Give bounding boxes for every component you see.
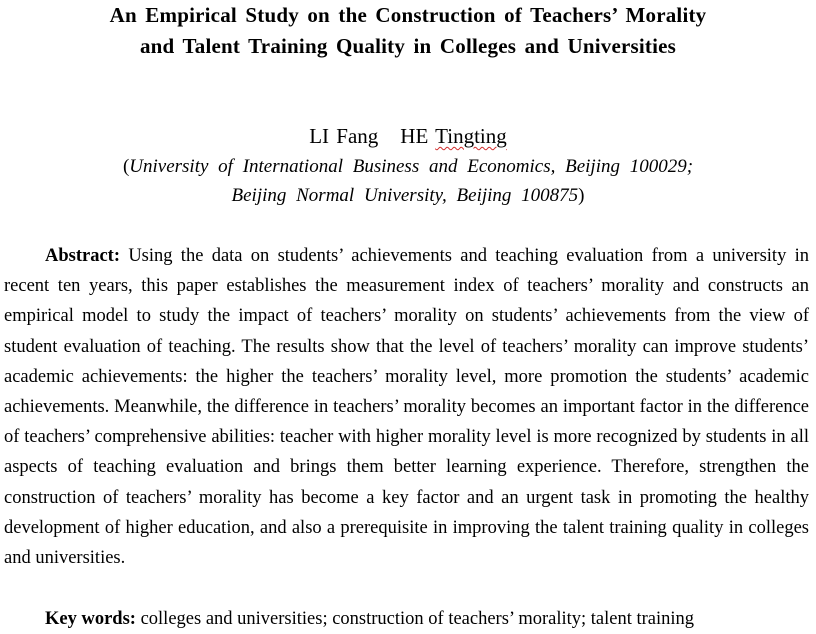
affiliation-open-paren: ( xyxy=(122,156,130,177)
author-given-name: HE xyxy=(400,124,429,148)
affiliation-line-2 xyxy=(0,181,816,210)
affiliation-text-2: Beijing Normal University, Beijing 100875 xyxy=(231,185,579,206)
keywords-line xyxy=(45,604,805,634)
paper-title-line-2: and Talent Training Quality in Colleges and Universities xyxy=(139,34,677,58)
abstract-label: Abstract: xyxy=(45,246,121,266)
paper-title-line-1: An Empirical Study on the Construction of Teachers’ Morality xyxy=(109,3,707,27)
author-family-name: Tingting xyxy=(435,124,507,148)
author-list xyxy=(0,122,816,150)
affiliation-close-paren: ) xyxy=(578,185,585,206)
abstract-paragraph xyxy=(4,241,809,573)
abstract-body: Using the data on students’ achievements and teaching evaluation from a university in recent ten years, this paper establishes the measurement index of teachers’ morality and constructs an empirical model to study the impact of teachers’ morality on students’ achievements from the view of student evaluation of teaching. The results show that the level of teachers’ morality can improve students’ academic achievements: the higher the teachers’ morality level, more promotion the students’ academic achievements. Meanwhile, the difference in teachers’ morality becomes an important factor in the difference of teachers’ comprehensive abilities: teacher with higher morality level is more recognized by students in all aspects of teaching evaluation and brings them better learning experience. Therefore, strengthen the construction of teachers’ morality has become a key factor and an urgent task in promoting the healthy development of higher education, and also a prerequisite in improving the talent training quality in colleges and universities. xyxy=(4,246,809,569)
keywords-body: colleges and universities; construction of teachers’ morality; talent training xyxy=(140,609,695,629)
author-name: LI Fang xyxy=(309,124,379,148)
affiliation-text-1: University of International Business and Economics, Beijing 100029; xyxy=(129,156,694,177)
affiliation-line-1 xyxy=(0,152,816,181)
keywords-label: Key words: xyxy=(45,609,136,629)
